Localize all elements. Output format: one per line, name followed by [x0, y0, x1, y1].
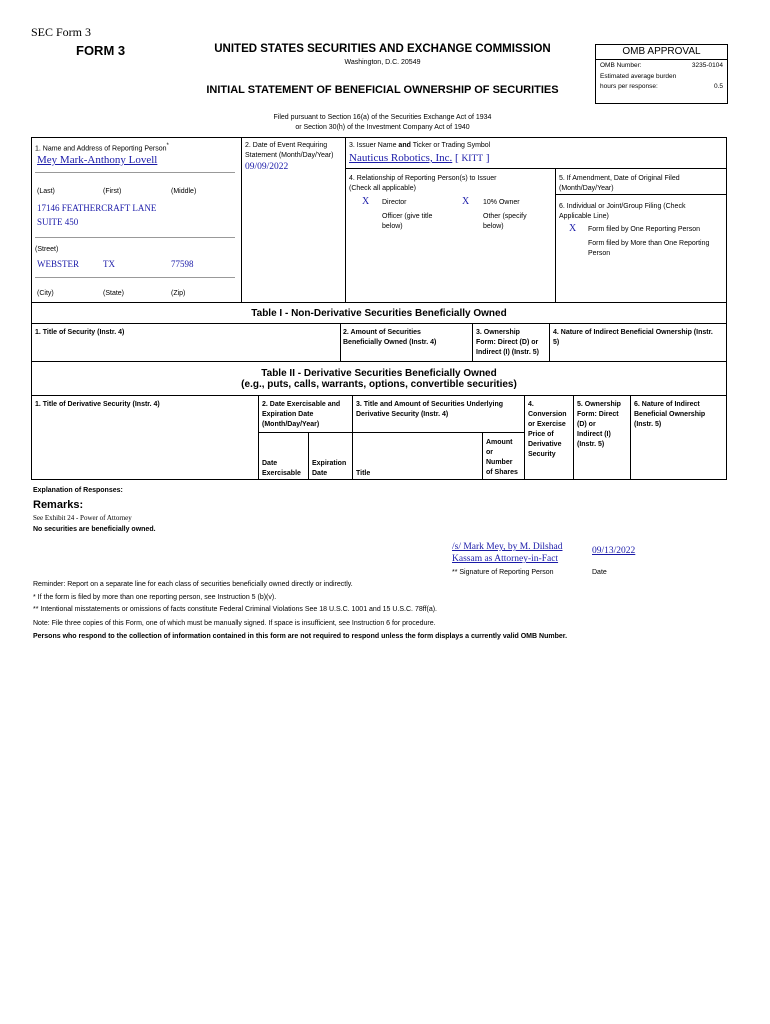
date-label: Date — [592, 569, 607, 576]
note-1: * If the form is filed by more than one reporting person, see Instruction 5 (b)(v). — [33, 594, 277, 601]
director-label: Director — [382, 199, 407, 206]
one-person-check-mark: X — [569, 223, 577, 234]
box5-label-1: 5. If Amendment, Date of Original Filed — [559, 175, 680, 182]
table1-col3-header-l1: 3. Ownership — [476, 329, 520, 336]
table2-col3-sub2-l1: Amount — [486, 439, 513, 446]
table2-col5-header-l5: (Instr. 5) — [577, 441, 605, 448]
signature-label: ** Signature of Reporting Person — [452, 569, 554, 576]
ticker-close-bracket: ] — [485, 152, 490, 164]
omb-number-label: OMB Number: — [600, 62, 642, 69]
omb-number-value: 3235-0104 — [691, 62, 723, 69]
signature-link-line-2[interactable]: Kassam as Attorney-in-Fact — [452, 554, 559, 564]
city-value: WEBSTER — [37, 259, 79, 269]
table1-col1-header: 1. Title of Security (Instr. 4) — [35, 329, 125, 336]
omb-number-row — [596, 62, 727, 73]
filed-line-1: Filed pursuant to Section 16(a) of the Securities Exchange Act of 1934 — [273, 114, 492, 121]
table2-col3-header-l2: Derivative Security (Instr. 4) — [356, 411, 449, 418]
middle-label: (Middle) — [171, 188, 197, 195]
table2-col1-header: 1. Title of Derivative Security (Instr. 4) — [35, 401, 160, 408]
more-person-label-2: Person — [588, 250, 611, 257]
box4-label-2: (Check all applicable) — [349, 185, 416, 192]
officer-label-2: below) — [382, 223, 403, 230]
agency-title: UNITED STATES SECURITIES AND EXCHANGE COMMISSION — [214, 43, 551, 55]
table2-col2-sub1-l1: Date — [262, 460, 278, 467]
other-label-1: Other (specify — [483, 213, 527, 220]
signature-date: 09/13/2022 — [592, 546, 636, 556]
note-2: ** Intentional misstatements or omissions of facts constitute Federal Criminal Violations See 18 U.S.C. 1001 and 15 U.S.C. 78ff(a). — [33, 606, 437, 613]
ten-percent-owner-check-mark: X — [462, 196, 470, 207]
table2-col2-sub2-l1: Expiration — [312, 460, 347, 467]
table1-col4-header-l2: 5) — [553, 339, 560, 346]
last-label: (Last) — [37, 188, 55, 195]
note-3: Note: File three copies of this Form, one of which must be manually signed. If space is insufficient, see Instruction 6 for procedure. — [33, 620, 436, 627]
signature-link-line-1[interactable]: /s/ Mark Mey, by M. Dilshad — [452, 542, 563, 552]
state-label: (State) — [103, 290, 125, 297]
box6-label-1: 6. Individual or Joint/Group Filing (Check — [559, 203, 686, 210]
form-number: FORM 3 — [76, 43, 126, 58]
table2-col4-header-l3: or Exercise — [528, 421, 566, 428]
table1-title: Table I - Non-Derivative Securities Beneficially Owned — [251, 308, 507, 319]
reminder-text: Reminder: Report on a separate line for each class of securities beneficially owned directly or indirectly. — [33, 581, 353, 588]
table2-title-2: (e.g., puts, calls, warrants, options, convertible securities) — [241, 379, 517, 390]
city-label: (City) — [37, 290, 54, 297]
table2-col3-sub2-l2: or — [486, 449, 493, 456]
table2-col4-header-l4: Price of — [528, 431, 554, 438]
issuer-name-link[interactable]: Nauticus Robotics, Inc. — [349, 152, 453, 164]
reporting-person-name[interactable]: Mey Mark-Anthony Lovell — [37, 154, 158, 166]
ticker-symbol: KITT — [461, 154, 484, 164]
ticker-open-bracket: [ — [455, 152, 459, 164]
box4-label-1: 4. Relationship of Reporting Person(s) to Issuer — [349, 175, 497, 182]
table2-col3-sub1: Title — [356, 470, 371, 477]
filed-line-2: or Section 30(h) of the Investment Company Act of 1940 — [295, 124, 470, 131]
state-value: TX — [103, 259, 115, 269]
ten-percent-owner-label: 10% Owner — [483, 199, 520, 206]
table2-col6-header-l1: 6. Nature of Indirect — [634, 401, 700, 408]
box2-label-2: Statement (Month/Day/Year) — [245, 152, 334, 159]
table2-col4-header-l1: 4. — [528, 401, 534, 408]
statement-title: INITIAL STATEMENT OF BENEFICIAL OWNERSHIP OF SECURITIES — [206, 84, 559, 96]
table2-title-1: Table II - Derivative Securities Beneficially Owned — [261, 368, 497, 379]
box2-label-1: 2. Date of Event Requiring — [245, 142, 328, 149]
table2-col2-header-l3: (Month/Day/Year) — [262, 421, 320, 428]
box1-asterisk: * — [166, 143, 169, 149]
zip-value: 77598 — [171, 259, 194, 269]
table2-col3-sub2-l4: of Shares — [486, 469, 518, 476]
street-line-1: 17146 FEATHERCRAFT LANE — [37, 203, 157, 213]
other-label-2: below) — [483, 223, 504, 230]
issuer-line — [349, 152, 490, 164]
more-person-label-1: Form filed by More than One Reporting — [588, 240, 710, 247]
table1-col4-header-l1: 4. Nature of Indirect Beneficial Ownership (Instr. — [553, 329, 713, 336]
director-check-mark: X — [362, 196, 370, 207]
table1-col2-header-l2: Beneficially Owned (Instr. 4) — [343, 339, 437, 346]
box1-label — [35, 142, 169, 153]
omb-approval-box — [595, 44, 728, 104]
omb-title: OMB APPROVAL — [596, 45, 727, 60]
event-date: 09/09/2022 — [245, 162, 289, 172]
table2-col5-header-l3: (D) or — [577, 421, 596, 428]
box6-label-2: Applicable Line) — [559, 213, 609, 220]
box3-label-and: and — [398, 142, 411, 149]
box5-label-2: (Month/Day/Year) — [559, 185, 614, 192]
box3-label — [349, 141, 490, 150]
table2-col5-header-l2: Form: Direct — [577, 411, 619, 418]
remarks-note: No securities are beneficially owned. — [33, 526, 156, 533]
street-line-2: SUITE 450 — [37, 217, 79, 227]
first-label: (First) — [103, 188, 122, 195]
table2-col4-header-l6: Security — [528, 451, 556, 458]
table2-col3-sub2-l3: Number — [486, 459, 513, 466]
omb-burden-value: 0.5 — [713, 83, 723, 90]
omb-burden-row1 — [596, 73, 727, 83]
box3-label-pre: 3. Issuer Name — [349, 142, 399, 149]
table2-col2-header-l2: Expiration Date — [262, 411, 314, 418]
zip-label: (Zip) — [171, 290, 186, 297]
table2-col6-header-l3: (Instr. 5) — [634, 421, 662, 428]
box1-label-text: 1. Name and Address of Reporting Person — [35, 145, 167, 153]
table2-col5-header-l4: Indirect (I) — [577, 431, 611, 438]
omb-burden-label-1: Estimated average burden — [600, 73, 677, 80]
table2-col2-header-l1: 2. Date Exercisable and — [262, 401, 341, 408]
remarks-heading: Remarks: — [33, 499, 84, 511]
agency-address: Washington, D.C. 20549 — [344, 59, 421, 66]
table2-col4-header-l5: Derivative — [528, 441, 562, 448]
one-person-label: Form filed by One Reporting Person — [588, 226, 701, 233]
note-4: Persons who respond to the collection of information contained in this form are not required to respond unless the form displays a currently valid OMB Number. — [33, 633, 568, 640]
table2-col5-header-l1: 5. Ownership — [577, 401, 621, 408]
table2-col3-header-l1: 3. Title and Amount of Securities Underlying — [356, 401, 504, 408]
table2-col2-sub1-l2: Exercisable — [262, 470, 301, 477]
explanation-heading: Explanation of Responses: — [33, 487, 123, 494]
omb-burden-row2 — [596, 83, 727, 93]
sec-form-label: SEC Form 3 — [31, 25, 92, 39]
box3-label-post: Ticker or Trading Symbol — [410, 142, 491, 149]
table1-col2-header-l1: 2. Amount of Securities — [343, 329, 421, 336]
officer-label-1: Officer (give title — [382, 213, 433, 220]
table2-col4-header-l2: Conversion — [528, 411, 567, 418]
omb-burden-label-2: hours per response: — [600, 83, 658, 90]
table2-col2-sub2-l2: Date — [312, 470, 328, 477]
table1-col3-header-l2: Form: Direct (D) or — [476, 339, 539, 346]
street-label: (Street) — [35, 246, 59, 253]
remarks-exhibit: See Exhibit 24 - Power of Attorney — [33, 514, 132, 522]
table2-col6-header-l2: Beneficial Ownership — [634, 411, 706, 418]
table1-col3-header-l3: Indirect (I) (Instr. 5) — [476, 349, 540, 356]
